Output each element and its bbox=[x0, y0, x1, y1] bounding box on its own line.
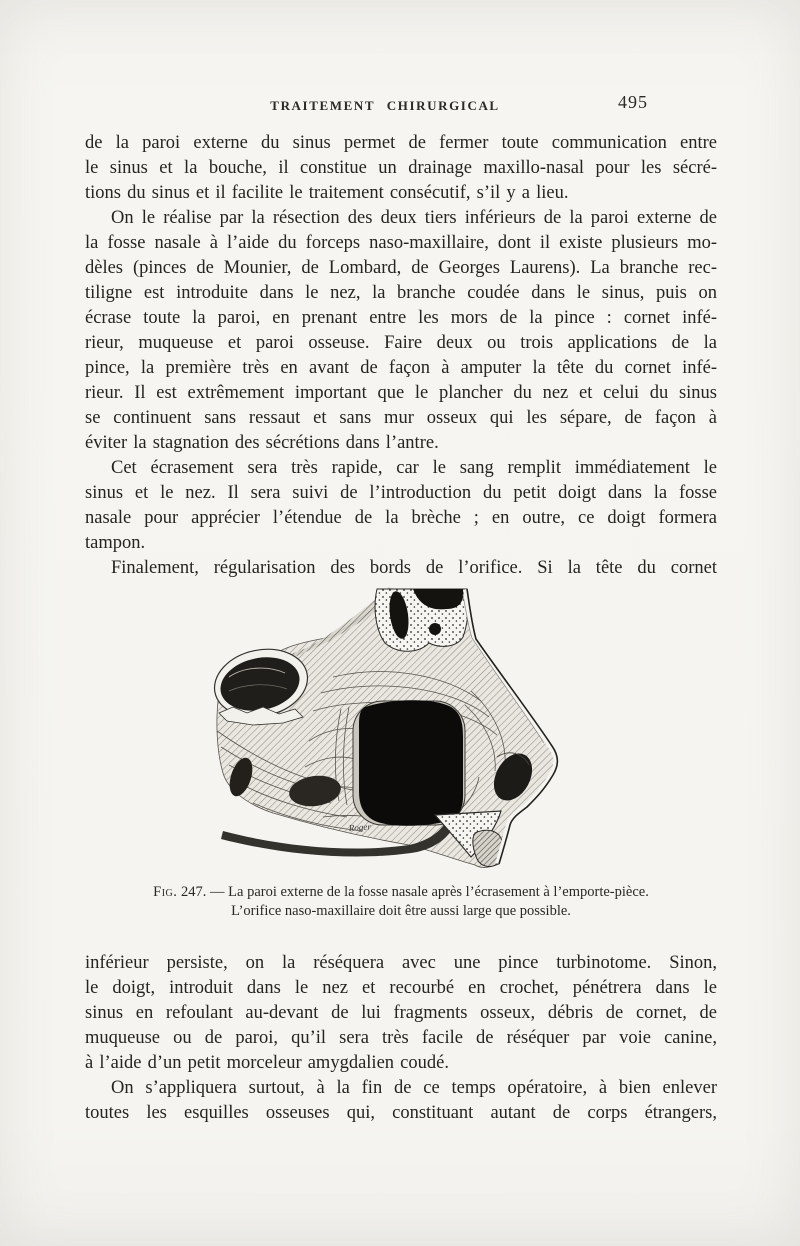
page-number: 495 bbox=[618, 92, 648, 112]
text-line: tions du sinus et il facilite le traitement consécutif, s’il y a lieu. bbox=[85, 183, 569, 203]
text-line: tiligne est introduite dans le nez, la branche coudée dans le sinus, puis on bbox=[85, 283, 717, 303]
caption-text: 247. — La paroi externe de la fosse nasale après l’écrasement à l’emporte-pièce. bbox=[181, 884, 649, 900]
text-block-lower bbox=[85, 951, 717, 1126]
figure-caption bbox=[85, 883, 717, 921]
engraver-signature: Roger bbox=[348, 821, 372, 833]
text-line: sinus et le nez. Il sera suivi de l’introduction du petit doigt dans la fosse bbox=[85, 483, 717, 503]
paragraph bbox=[85, 456, 717, 556]
text-line: écrase toute la paroi, en prenant entre les mors de la pince : cornet infé- bbox=[85, 308, 717, 328]
text-line: sinus en refoulant au-devant de lui fragments osseux, débris de cornet, de bbox=[85, 1003, 717, 1023]
text-line: la fosse nasale à l’aide du forceps naso-maxillaire, dont il existe plusieurs mo- bbox=[85, 233, 717, 253]
text-line: dèles (pinces de Mounier, de Lombard, de Georges Laurens). La branche rec- bbox=[85, 258, 717, 278]
text-line: se continuent sans ressaut et sans mur osseux qui les sépare, de façon à bbox=[85, 408, 717, 428]
paragraph bbox=[85, 951, 717, 1076]
paragraph bbox=[85, 556, 717, 581]
text-line: tampon. bbox=[85, 533, 146, 553]
text-line: rieur, muqueuse et paroi osseuse. Faire deux ou trois applications de la bbox=[85, 333, 717, 353]
page-title: TRAITEMENT CHIRURGICAL bbox=[270, 98, 500, 113]
paragraph bbox=[85, 131, 717, 206]
text-line: On le réalise par la résection des deux tiers inférieurs de la paroi externe de bbox=[111, 208, 717, 228]
fig-abbrev: Fig. bbox=[153, 884, 178, 900]
text-line: nasale pour apprécier l’étendue de la brèche ; en outre, ce doigt formera bbox=[85, 508, 717, 528]
frontal-bone-stipple bbox=[375, 589, 468, 651]
caption-line-2: L’orifice naso-maxillaire doit être aussi large que possible. bbox=[231, 903, 571, 919]
text-line: On s’appliquera surtout, à la fin de ce temps opératoire, à bien enlever bbox=[111, 1078, 717, 1098]
text-line: le doigt, introduit dans le nez et recourbé en crochet, pénétrera dans le bbox=[85, 978, 717, 998]
text-line: à l’aide d’un petit morceleur amygdalien coudé. bbox=[85, 1053, 449, 1073]
text-line: rieur. Il est extrêmement important que le plancher du nez et celui du sinus bbox=[85, 383, 717, 403]
text-line: le sinus et la bouche, il constitue un drainage maxillo-nasal pour les sécré- bbox=[85, 158, 717, 178]
text-line: de la paroi externe du sinus permet de fermer toute communication entre bbox=[85, 133, 717, 153]
figure-247 bbox=[213, 581, 573, 877]
text-line: toutes les esquilles osseuses qui, constituant autant de corps étrangers, bbox=[85, 1103, 717, 1123]
text-block-upper bbox=[85, 131, 717, 581]
paragraph bbox=[85, 1076, 717, 1126]
text-line: éviter la stagnation des sécrétions dans l’antre. bbox=[85, 433, 439, 453]
text-line: Cet écrasement sera très rapide, car le sang remplit immédiatement le bbox=[111, 458, 717, 478]
text-line: muqueuse ou de paroi, qu’il sera très facile de réséquer par voie canine, bbox=[85, 1028, 717, 1048]
naso-maxillary-orifice bbox=[353, 700, 465, 826]
nasal-wall-engraving bbox=[213, 581, 573, 877]
text-line: Finalement, régularisation des bords de l’orifice. Si la tête du cornet bbox=[111, 558, 717, 578]
paragraph bbox=[85, 206, 717, 456]
text-line: pince, la première très en avant de façon à amputer la tête du cornet infé- bbox=[85, 358, 717, 378]
caption-line-1 bbox=[85, 883, 717, 902]
text-line: inférieur persiste, on la réséquera avec une pince turbinotome. Sinon, bbox=[85, 953, 717, 973]
